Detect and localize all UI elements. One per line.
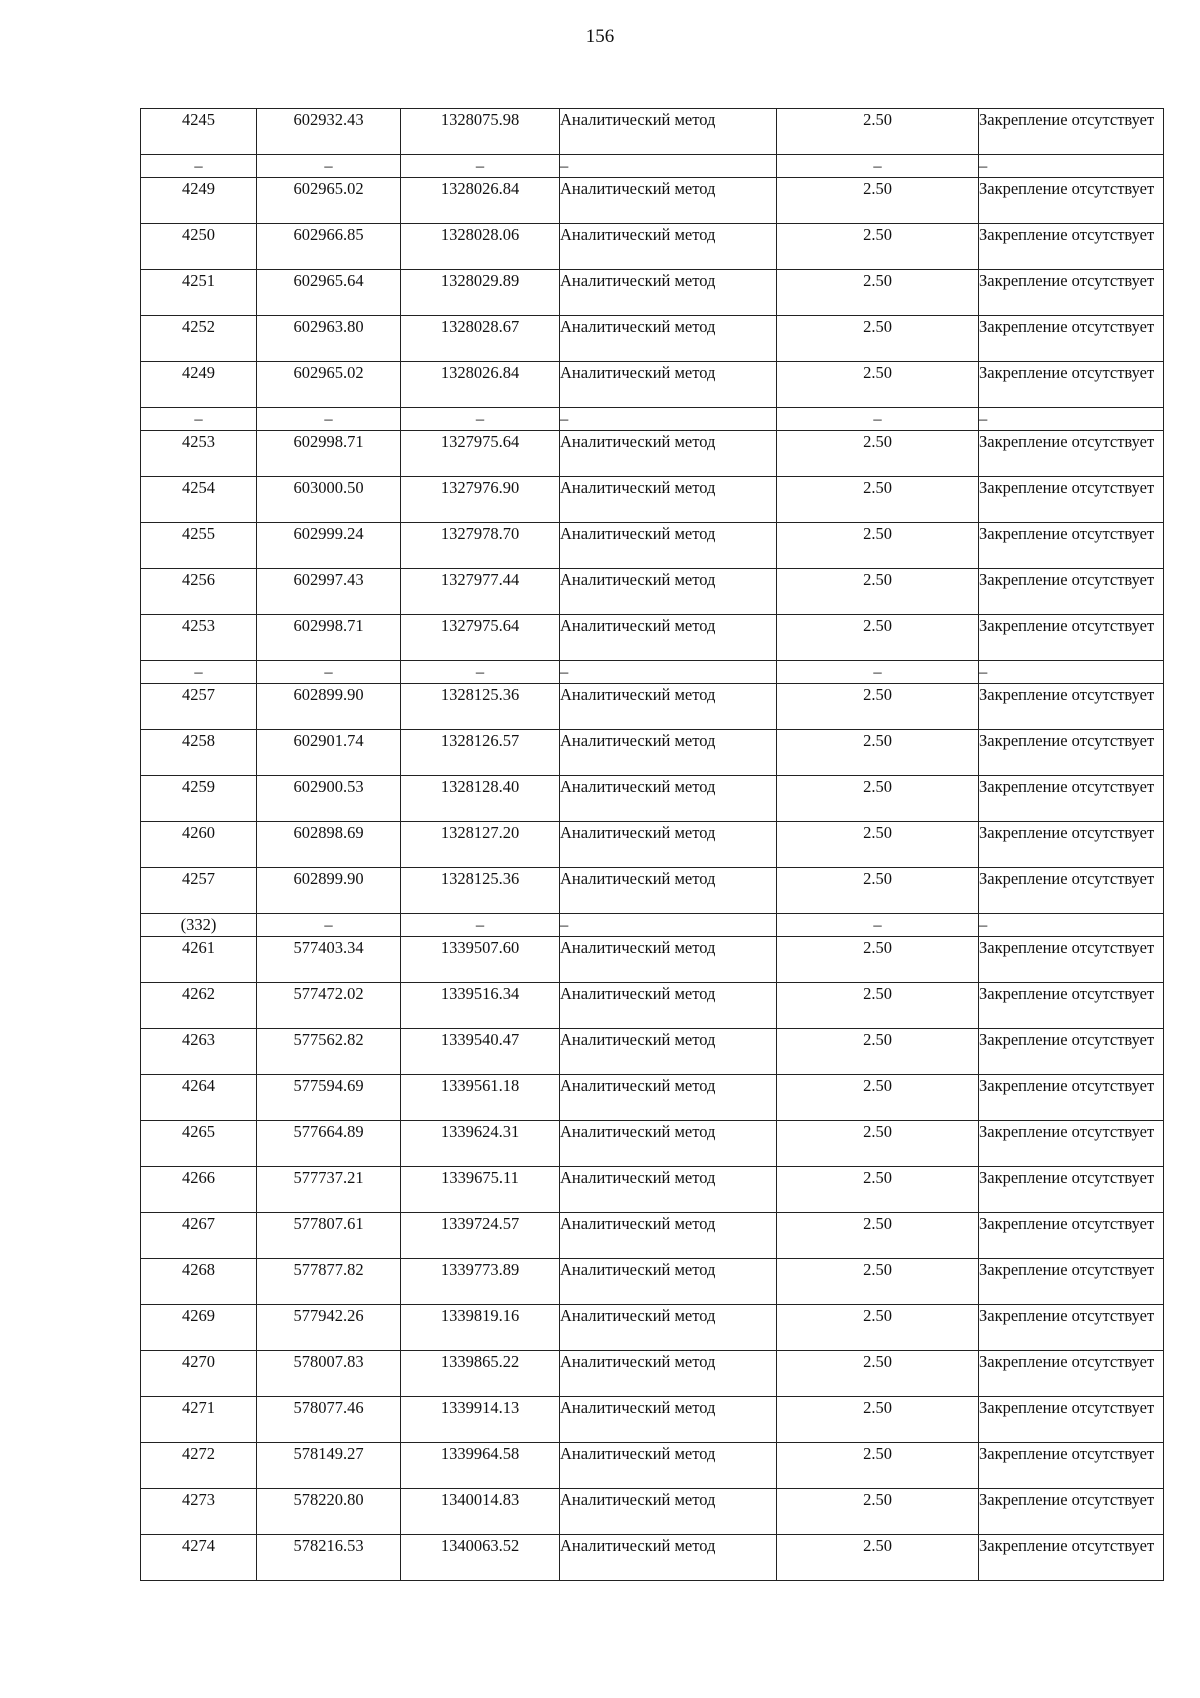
- accuracy-cell: 2.50: [777, 1397, 979, 1443]
- method-cell: Аналитический метод: [560, 1167, 777, 1213]
- x-coordinate-cell: 578220.80: [257, 1489, 401, 1535]
- table-row: [141, 178, 1164, 224]
- method-cell: Аналитический метод: [560, 1535, 777, 1581]
- table-separator-row: [141, 408, 1164, 431]
- y-coordinate-cell: 1340063.52: [401, 1535, 560, 1581]
- table-separator-row: [141, 914, 1164, 937]
- x-coordinate-cell: 602997.43: [257, 569, 401, 615]
- method-cell: Аналитический метод: [560, 178, 777, 224]
- fixing-cell: Закрепление отсутствует: [979, 270, 1164, 316]
- x-coordinate-cell: 602899.90: [257, 684, 401, 730]
- x-coordinate-cell: 603000.50: [257, 477, 401, 523]
- x-coordinate-cell: 577877.82: [257, 1259, 401, 1305]
- method-cell: Аналитический метод: [560, 523, 777, 569]
- fixing-cell: –: [979, 408, 1164, 431]
- accuracy-cell: 2.50: [777, 109, 979, 155]
- y-coordinate-cell: 1339724.57: [401, 1213, 560, 1259]
- fixing-cell: Закрепление отсутствует: [979, 477, 1164, 523]
- table-row: [141, 523, 1164, 569]
- fixing-cell: Закрепление отсутствует: [979, 868, 1164, 914]
- point-number-cell: 4270: [141, 1351, 257, 1397]
- table-row: [141, 431, 1164, 477]
- fixing-cell: Закрепление отсутствует: [979, 937, 1164, 983]
- fixing-cell: Закрепление отсутствует: [979, 983, 1164, 1029]
- y-coordinate-cell: 1339675.11: [401, 1167, 560, 1213]
- x-coordinate-cell: 577403.34: [257, 937, 401, 983]
- fixing-cell: Закрепление отсутствует: [979, 1489, 1164, 1535]
- point-number-cell: 4253: [141, 615, 257, 661]
- accuracy-cell: 2.50: [777, 822, 979, 868]
- fixing-cell: Закрепление отсутствует: [979, 1167, 1164, 1213]
- method-cell: Аналитический метод: [560, 868, 777, 914]
- table-row: [141, 822, 1164, 868]
- point-number-cell: –: [141, 408, 257, 431]
- y-coordinate-cell: 1328125.36: [401, 684, 560, 730]
- coordinates-table: [140, 108, 1164, 1581]
- method-cell: Аналитический метод: [560, 1259, 777, 1305]
- method-cell: Аналитический метод: [560, 730, 777, 776]
- y-coordinate-cell: 1328028.67: [401, 316, 560, 362]
- method-cell: Аналитический метод: [560, 270, 777, 316]
- accuracy-cell: 2.50: [777, 362, 979, 408]
- method-cell: Аналитический метод: [560, 1213, 777, 1259]
- point-number-cell: 4269: [141, 1305, 257, 1351]
- y-coordinate-cell: 1339507.60: [401, 937, 560, 983]
- accuracy-cell: 2.50: [777, 937, 979, 983]
- fixing-cell: Закрепление отсутствует: [979, 224, 1164, 270]
- point-number-cell: 4249: [141, 178, 257, 224]
- fixing-cell: –: [979, 661, 1164, 684]
- accuracy-cell: 2.50: [777, 1075, 979, 1121]
- fixing-cell: Закрепление отсутствует: [979, 362, 1164, 408]
- accuracy-cell: 2.50: [777, 1351, 979, 1397]
- table-row: [141, 1259, 1164, 1305]
- accuracy-cell: 2.50: [777, 730, 979, 776]
- y-coordinate-cell: 1339540.47: [401, 1029, 560, 1075]
- point-number-cell: 4273: [141, 1489, 257, 1535]
- point-number-cell: 4255: [141, 523, 257, 569]
- y-coordinate-cell: –: [401, 661, 560, 684]
- table-separator-row: [141, 661, 1164, 684]
- table-row: [141, 316, 1164, 362]
- table-row: [141, 730, 1164, 776]
- table-row: [141, 1489, 1164, 1535]
- point-number-cell: 4251: [141, 270, 257, 316]
- x-coordinate-cell: 602998.71: [257, 615, 401, 661]
- accuracy-cell: 2.50: [777, 1535, 979, 1581]
- point-number-cell: 4245: [141, 109, 257, 155]
- y-coordinate-cell: 1327978.70: [401, 523, 560, 569]
- method-cell: Аналитический метод: [560, 684, 777, 730]
- fixing-cell: Закрепление отсутствует: [979, 1351, 1164, 1397]
- table-separator-row: [141, 155, 1164, 178]
- fixing-cell: Закрепление отсутствует: [979, 1213, 1164, 1259]
- y-coordinate-cell: 1328029.89: [401, 270, 560, 316]
- table-row: [141, 1075, 1164, 1121]
- point-number-cell: 4253: [141, 431, 257, 477]
- point-number-cell: 4259: [141, 776, 257, 822]
- point-number-cell: 4261: [141, 937, 257, 983]
- y-coordinate-cell: 1327975.64: [401, 431, 560, 477]
- x-coordinate-cell: 577807.61: [257, 1213, 401, 1259]
- y-coordinate-cell: 1339914.13: [401, 1397, 560, 1443]
- accuracy-cell: 2.50: [777, 615, 979, 661]
- accuracy-cell: 2.50: [777, 684, 979, 730]
- y-coordinate-cell: 1339819.16: [401, 1305, 560, 1351]
- method-cell: Аналитический метод: [560, 477, 777, 523]
- x-coordinate-cell: –: [257, 914, 401, 937]
- method-cell: Аналитический метод: [560, 615, 777, 661]
- table-row: [141, 1443, 1164, 1489]
- fixing-cell: Закрепление отсутствует: [979, 1075, 1164, 1121]
- fixing-cell: Закрепление отсутствует: [979, 1029, 1164, 1075]
- x-coordinate-cell: 578077.46: [257, 1397, 401, 1443]
- accuracy-cell: 2.50: [777, 1489, 979, 1535]
- table-row: [141, 362, 1164, 408]
- point-number-cell: 4260: [141, 822, 257, 868]
- method-cell: –: [560, 408, 777, 431]
- table-row: [141, 684, 1164, 730]
- accuracy-cell: 2.50: [777, 1213, 979, 1259]
- x-coordinate-cell: 602965.02: [257, 362, 401, 408]
- x-coordinate-cell: 602999.24: [257, 523, 401, 569]
- table-row: [141, 1351, 1164, 1397]
- method-cell: Аналитический метод: [560, 1305, 777, 1351]
- table-row: [141, 1029, 1164, 1075]
- fixing-cell: Закрепление отсутствует: [979, 1121, 1164, 1167]
- fixing-cell: Закрепление отсутствует: [979, 569, 1164, 615]
- table-row: [141, 1397, 1164, 1443]
- fixing-cell: Закрепление отсутствует: [979, 523, 1164, 569]
- y-coordinate-cell: 1328128.40: [401, 776, 560, 822]
- method-cell: Аналитический метод: [560, 569, 777, 615]
- accuracy-cell: 2.50: [777, 1443, 979, 1489]
- y-coordinate-cell: 1339516.34: [401, 983, 560, 1029]
- accuracy-cell: 2.50: [777, 983, 979, 1029]
- fixing-cell: Закрепление отсутствует: [979, 1443, 1164, 1489]
- method-cell: Аналитический метод: [560, 983, 777, 1029]
- method-cell: Аналитический метод: [560, 776, 777, 822]
- x-coordinate-cell: 577562.82: [257, 1029, 401, 1075]
- accuracy-cell: 2.50: [777, 1305, 979, 1351]
- fixing-cell: Закрепление отсутствует: [979, 316, 1164, 362]
- fixing-cell: Закрепление отсутствует: [979, 615, 1164, 661]
- method-cell: –: [560, 661, 777, 684]
- point-number-cell: 4264: [141, 1075, 257, 1121]
- point-number-cell: 4263: [141, 1029, 257, 1075]
- accuracy-cell: –: [777, 408, 979, 431]
- point-number-cell: –: [141, 155, 257, 178]
- point-number-cell: 4258: [141, 730, 257, 776]
- method-cell: Аналитический метод: [560, 1121, 777, 1167]
- y-coordinate-cell: –: [401, 408, 560, 431]
- point-number-cell: 4274: [141, 1535, 257, 1581]
- x-coordinate-cell: 602963.80: [257, 316, 401, 362]
- table-row: [141, 1535, 1164, 1581]
- point-number-cell: 4256: [141, 569, 257, 615]
- y-coordinate-cell: 1328125.36: [401, 868, 560, 914]
- y-coordinate-cell: 1339865.22: [401, 1351, 560, 1397]
- table-row: [141, 224, 1164, 270]
- table-row: [141, 270, 1164, 316]
- accuracy-cell: 2.50: [777, 224, 979, 270]
- y-coordinate-cell: 1339773.89: [401, 1259, 560, 1305]
- method-cell: Аналитический метод: [560, 1029, 777, 1075]
- x-coordinate-cell: 577737.21: [257, 1167, 401, 1213]
- fixing-cell: Закрепление отсутствует: [979, 730, 1164, 776]
- y-coordinate-cell: 1340014.83: [401, 1489, 560, 1535]
- x-coordinate-cell: 578149.27: [257, 1443, 401, 1489]
- x-coordinate-cell: 602965.64: [257, 270, 401, 316]
- y-coordinate-cell: 1327975.64: [401, 615, 560, 661]
- fixing-cell: Закрепление отсутствует: [979, 1535, 1164, 1581]
- fixing-cell: Закрепление отсутствует: [979, 776, 1164, 822]
- method-cell: Аналитический метод: [560, 109, 777, 155]
- method-cell: Аналитический метод: [560, 431, 777, 477]
- fixing-cell: Закрепление отсутствует: [979, 822, 1164, 868]
- table-row: [141, 569, 1164, 615]
- accuracy-cell: –: [777, 155, 979, 178]
- x-coordinate-cell: 602965.02: [257, 178, 401, 224]
- table-row: [141, 1167, 1164, 1213]
- table-row: [141, 477, 1164, 523]
- point-number-cell: 4272: [141, 1443, 257, 1489]
- fixing-cell: Закрепление отсутствует: [979, 1305, 1164, 1351]
- table-row: [141, 1213, 1164, 1259]
- x-coordinate-cell: 577942.26: [257, 1305, 401, 1351]
- point-number-cell: 4266: [141, 1167, 257, 1213]
- table-row: [141, 937, 1164, 983]
- page-number: 156: [585, 26, 615, 47]
- x-coordinate-cell: 577472.02: [257, 983, 401, 1029]
- y-coordinate-cell: 1327976.90: [401, 477, 560, 523]
- accuracy-cell: 2.50: [777, 1167, 979, 1213]
- x-coordinate-cell: 602898.69: [257, 822, 401, 868]
- fixing-cell: Закрепление отсутствует: [979, 1259, 1164, 1305]
- method-cell: Аналитический метод: [560, 1351, 777, 1397]
- point-number-cell: 4250: [141, 224, 257, 270]
- y-coordinate-cell: 1327977.44: [401, 569, 560, 615]
- table-row: [141, 615, 1164, 661]
- x-coordinate-cell: –: [257, 155, 401, 178]
- point-number-cell: 4254: [141, 477, 257, 523]
- accuracy-cell: 2.50: [777, 477, 979, 523]
- y-coordinate-cell: –: [401, 914, 560, 937]
- point-number-cell: 4257: [141, 684, 257, 730]
- coordinates-table-body: [141, 109, 1164, 1581]
- point-number-cell: 4252: [141, 316, 257, 362]
- accuracy-cell: 2.50: [777, 868, 979, 914]
- accuracy-cell: 2.50: [777, 316, 979, 362]
- method-cell: –: [560, 914, 777, 937]
- table-row: [141, 776, 1164, 822]
- y-coordinate-cell: 1339561.18: [401, 1075, 560, 1121]
- x-coordinate-cell: 578216.53: [257, 1535, 401, 1581]
- fixing-cell: Закрепление отсутствует: [979, 684, 1164, 730]
- accuracy-cell: 2.50: [777, 1121, 979, 1167]
- accuracy-cell: 2.50: [777, 776, 979, 822]
- method-cell: Аналитический метод: [560, 1489, 777, 1535]
- accuracy-cell: 2.50: [777, 523, 979, 569]
- x-coordinate-cell: 602901.74: [257, 730, 401, 776]
- point-number-cell: 4268: [141, 1259, 257, 1305]
- x-coordinate-cell: –: [257, 408, 401, 431]
- method-cell: Аналитический метод: [560, 1397, 777, 1443]
- table-row: [141, 1121, 1164, 1167]
- accuracy-cell: –: [777, 661, 979, 684]
- y-coordinate-cell: 1328126.57: [401, 730, 560, 776]
- method-cell: Аналитический метод: [560, 316, 777, 362]
- x-coordinate-cell: 602932.43: [257, 109, 401, 155]
- accuracy-cell: 2.50: [777, 569, 979, 615]
- x-coordinate-cell: –: [257, 661, 401, 684]
- point-number-cell: 4249: [141, 362, 257, 408]
- y-coordinate-cell: 1339964.58: [401, 1443, 560, 1489]
- point-number-cell: 4262: [141, 983, 257, 1029]
- x-coordinate-cell: 602900.53: [257, 776, 401, 822]
- accuracy-cell: –: [777, 914, 979, 937]
- x-coordinate-cell: 602966.85: [257, 224, 401, 270]
- x-coordinate-cell: 577664.89: [257, 1121, 401, 1167]
- y-coordinate-cell: –: [401, 155, 560, 178]
- table-row: [141, 109, 1164, 155]
- fixing-cell: Закрепление отсутствует: [979, 1397, 1164, 1443]
- method-cell: Аналитический метод: [560, 1075, 777, 1121]
- point-number-cell: 4267: [141, 1213, 257, 1259]
- y-coordinate-cell: 1328026.84: [401, 178, 560, 224]
- method-cell: Аналитический метод: [560, 362, 777, 408]
- x-coordinate-cell: 578007.83: [257, 1351, 401, 1397]
- x-coordinate-cell: 577594.69: [257, 1075, 401, 1121]
- y-coordinate-cell: 1328127.20: [401, 822, 560, 868]
- method-cell: Аналитический метод: [560, 822, 777, 868]
- fixing-cell: Закрепление отсутствует: [979, 178, 1164, 224]
- y-coordinate-cell: 1328026.84: [401, 362, 560, 408]
- point-number-cell: 4271: [141, 1397, 257, 1443]
- y-coordinate-cell: 1339624.31: [401, 1121, 560, 1167]
- point-number-cell: 4257: [141, 868, 257, 914]
- x-coordinate-cell: 602998.71: [257, 431, 401, 477]
- accuracy-cell: 2.50: [777, 270, 979, 316]
- method-cell: –: [560, 155, 777, 178]
- accuracy-cell: 2.50: [777, 178, 979, 224]
- y-coordinate-cell: 1328075.98: [401, 109, 560, 155]
- accuracy-cell: 2.50: [777, 1259, 979, 1305]
- method-cell: Аналитический метод: [560, 224, 777, 270]
- point-number-cell: (332): [141, 914, 257, 937]
- fixing-cell: Закрепление отсутствует: [979, 431, 1164, 477]
- point-number-cell: 4265: [141, 1121, 257, 1167]
- accuracy-cell: 2.50: [777, 431, 979, 477]
- fixing-cell: –: [979, 914, 1164, 937]
- table-row: [141, 868, 1164, 914]
- point-number-cell: –: [141, 661, 257, 684]
- x-coordinate-cell: 602899.90: [257, 868, 401, 914]
- method-cell: Аналитический метод: [560, 937, 777, 983]
- table-row: [141, 1305, 1164, 1351]
- accuracy-cell: 2.50: [777, 1029, 979, 1075]
- method-cell: Аналитический метод: [560, 1443, 777, 1489]
- table-row: [141, 983, 1164, 1029]
- fixing-cell: Закрепление отсутствует: [979, 109, 1164, 155]
- y-coordinate-cell: 1328028.06: [401, 224, 560, 270]
- fixing-cell: –: [979, 155, 1164, 178]
